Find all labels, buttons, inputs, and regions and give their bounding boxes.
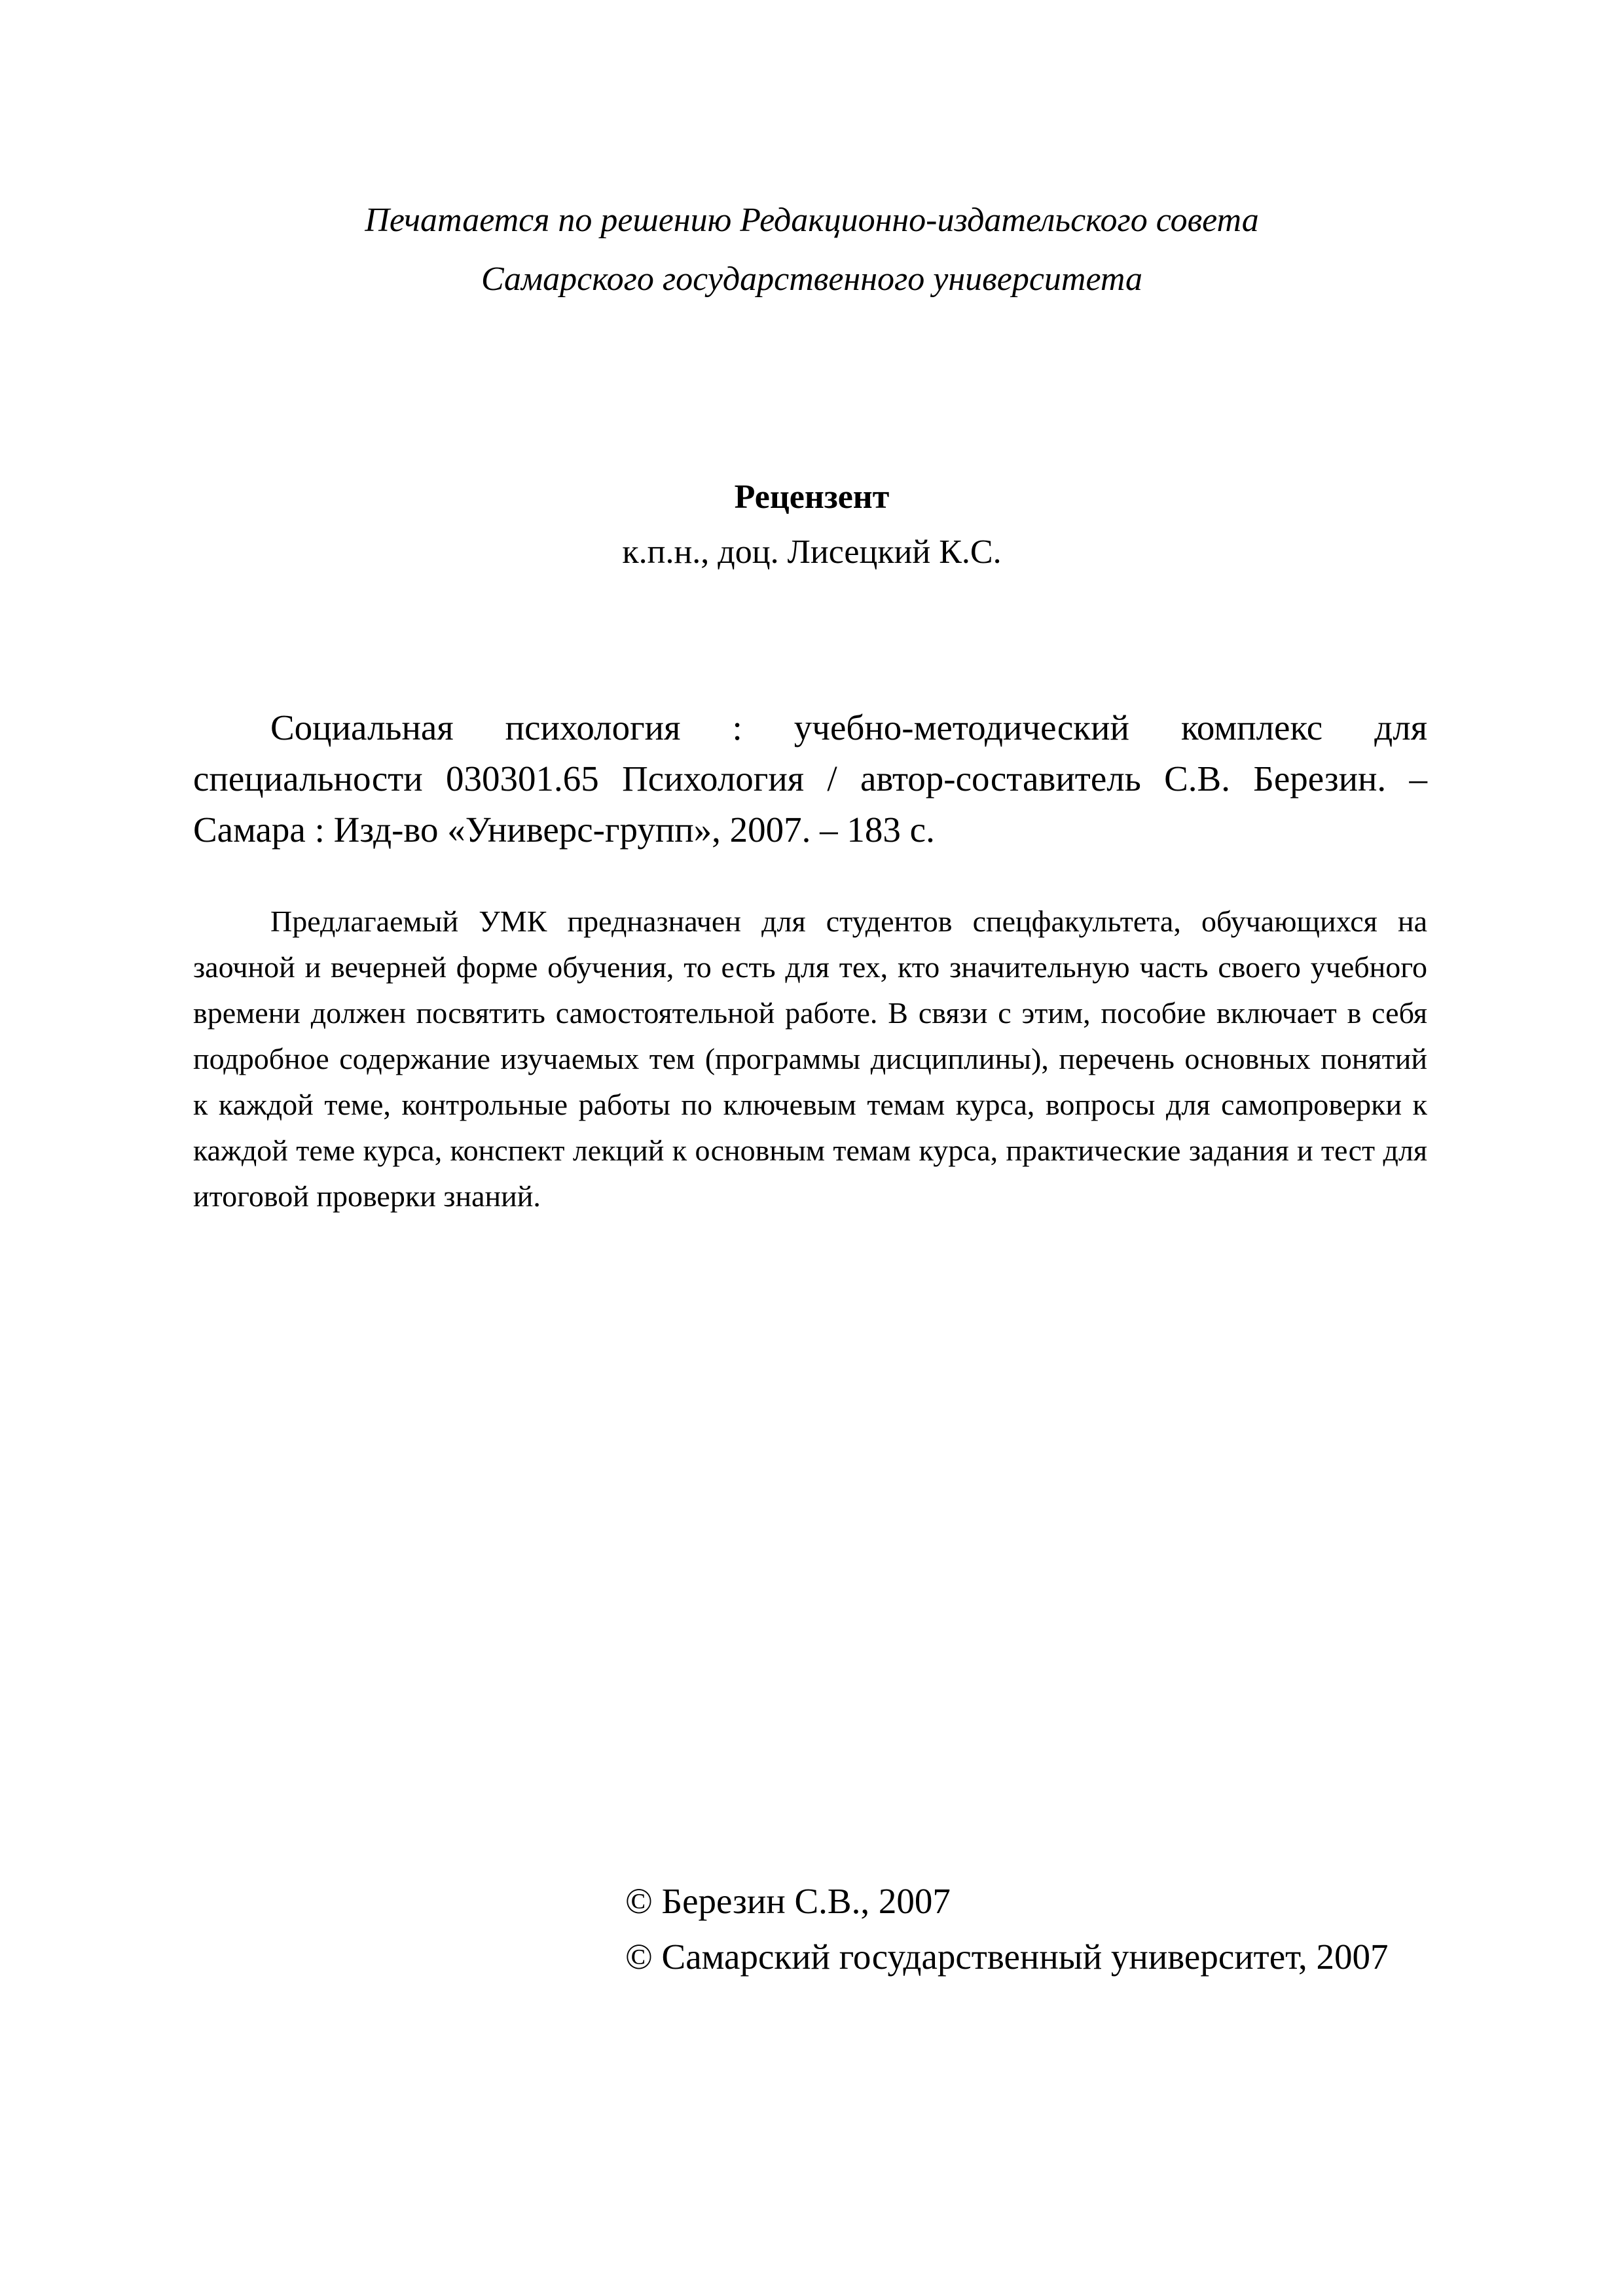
imprint-line-2: Самарского государственного университета <box>481 260 1143 298</box>
copyright-block <box>625 1873 1476 1984</box>
bibliographic-citation: Социальная психология : учебно-методический комплекс для специальности 030301.65 Психология / автор-составитель С.В. Березин. – Самара : Изд-во «Универс-групп», 2007. – 183 с. <box>193 708 1427 850</box>
reviewer-block <box>190 470 1434 580</box>
annotation-paragraph: Предлагаемый УМК предназначен для студентов спецфакультета, обучающихся на заочной и вечерней форме обучения, то есть для тех, кто значительную часть своего учебного времени должен посвятить самостоятельной работе. В связи с этим, пособие включает в себя подробное содержание изучаемых тем (программы дисциплины), перечень основных понятий к каждой теме, контрольные работы по ключевым темам курса, вопросы для самопроверки к каждой теме курса, конспект лекций к основным темам курса, практические задания и тест для итоговой проверки знаний. <box>193 905 1427 1213</box>
reviewer-name: к.п.н., доц. Лисецкий К.С. <box>622 533 1002 571</box>
reviewer-heading: Рецензент <box>734 478 890 516</box>
copyright-author: © Березин С.В., 2007 <box>625 1881 951 1921</box>
publication-imprint <box>190 191 1434 309</box>
copyright-university: © Самарский государственный университет, 2007 <box>625 1937 1389 1977</box>
imprint-line-1: Печатается по решению Редакционно-издательского совета <box>365 202 1259 239</box>
